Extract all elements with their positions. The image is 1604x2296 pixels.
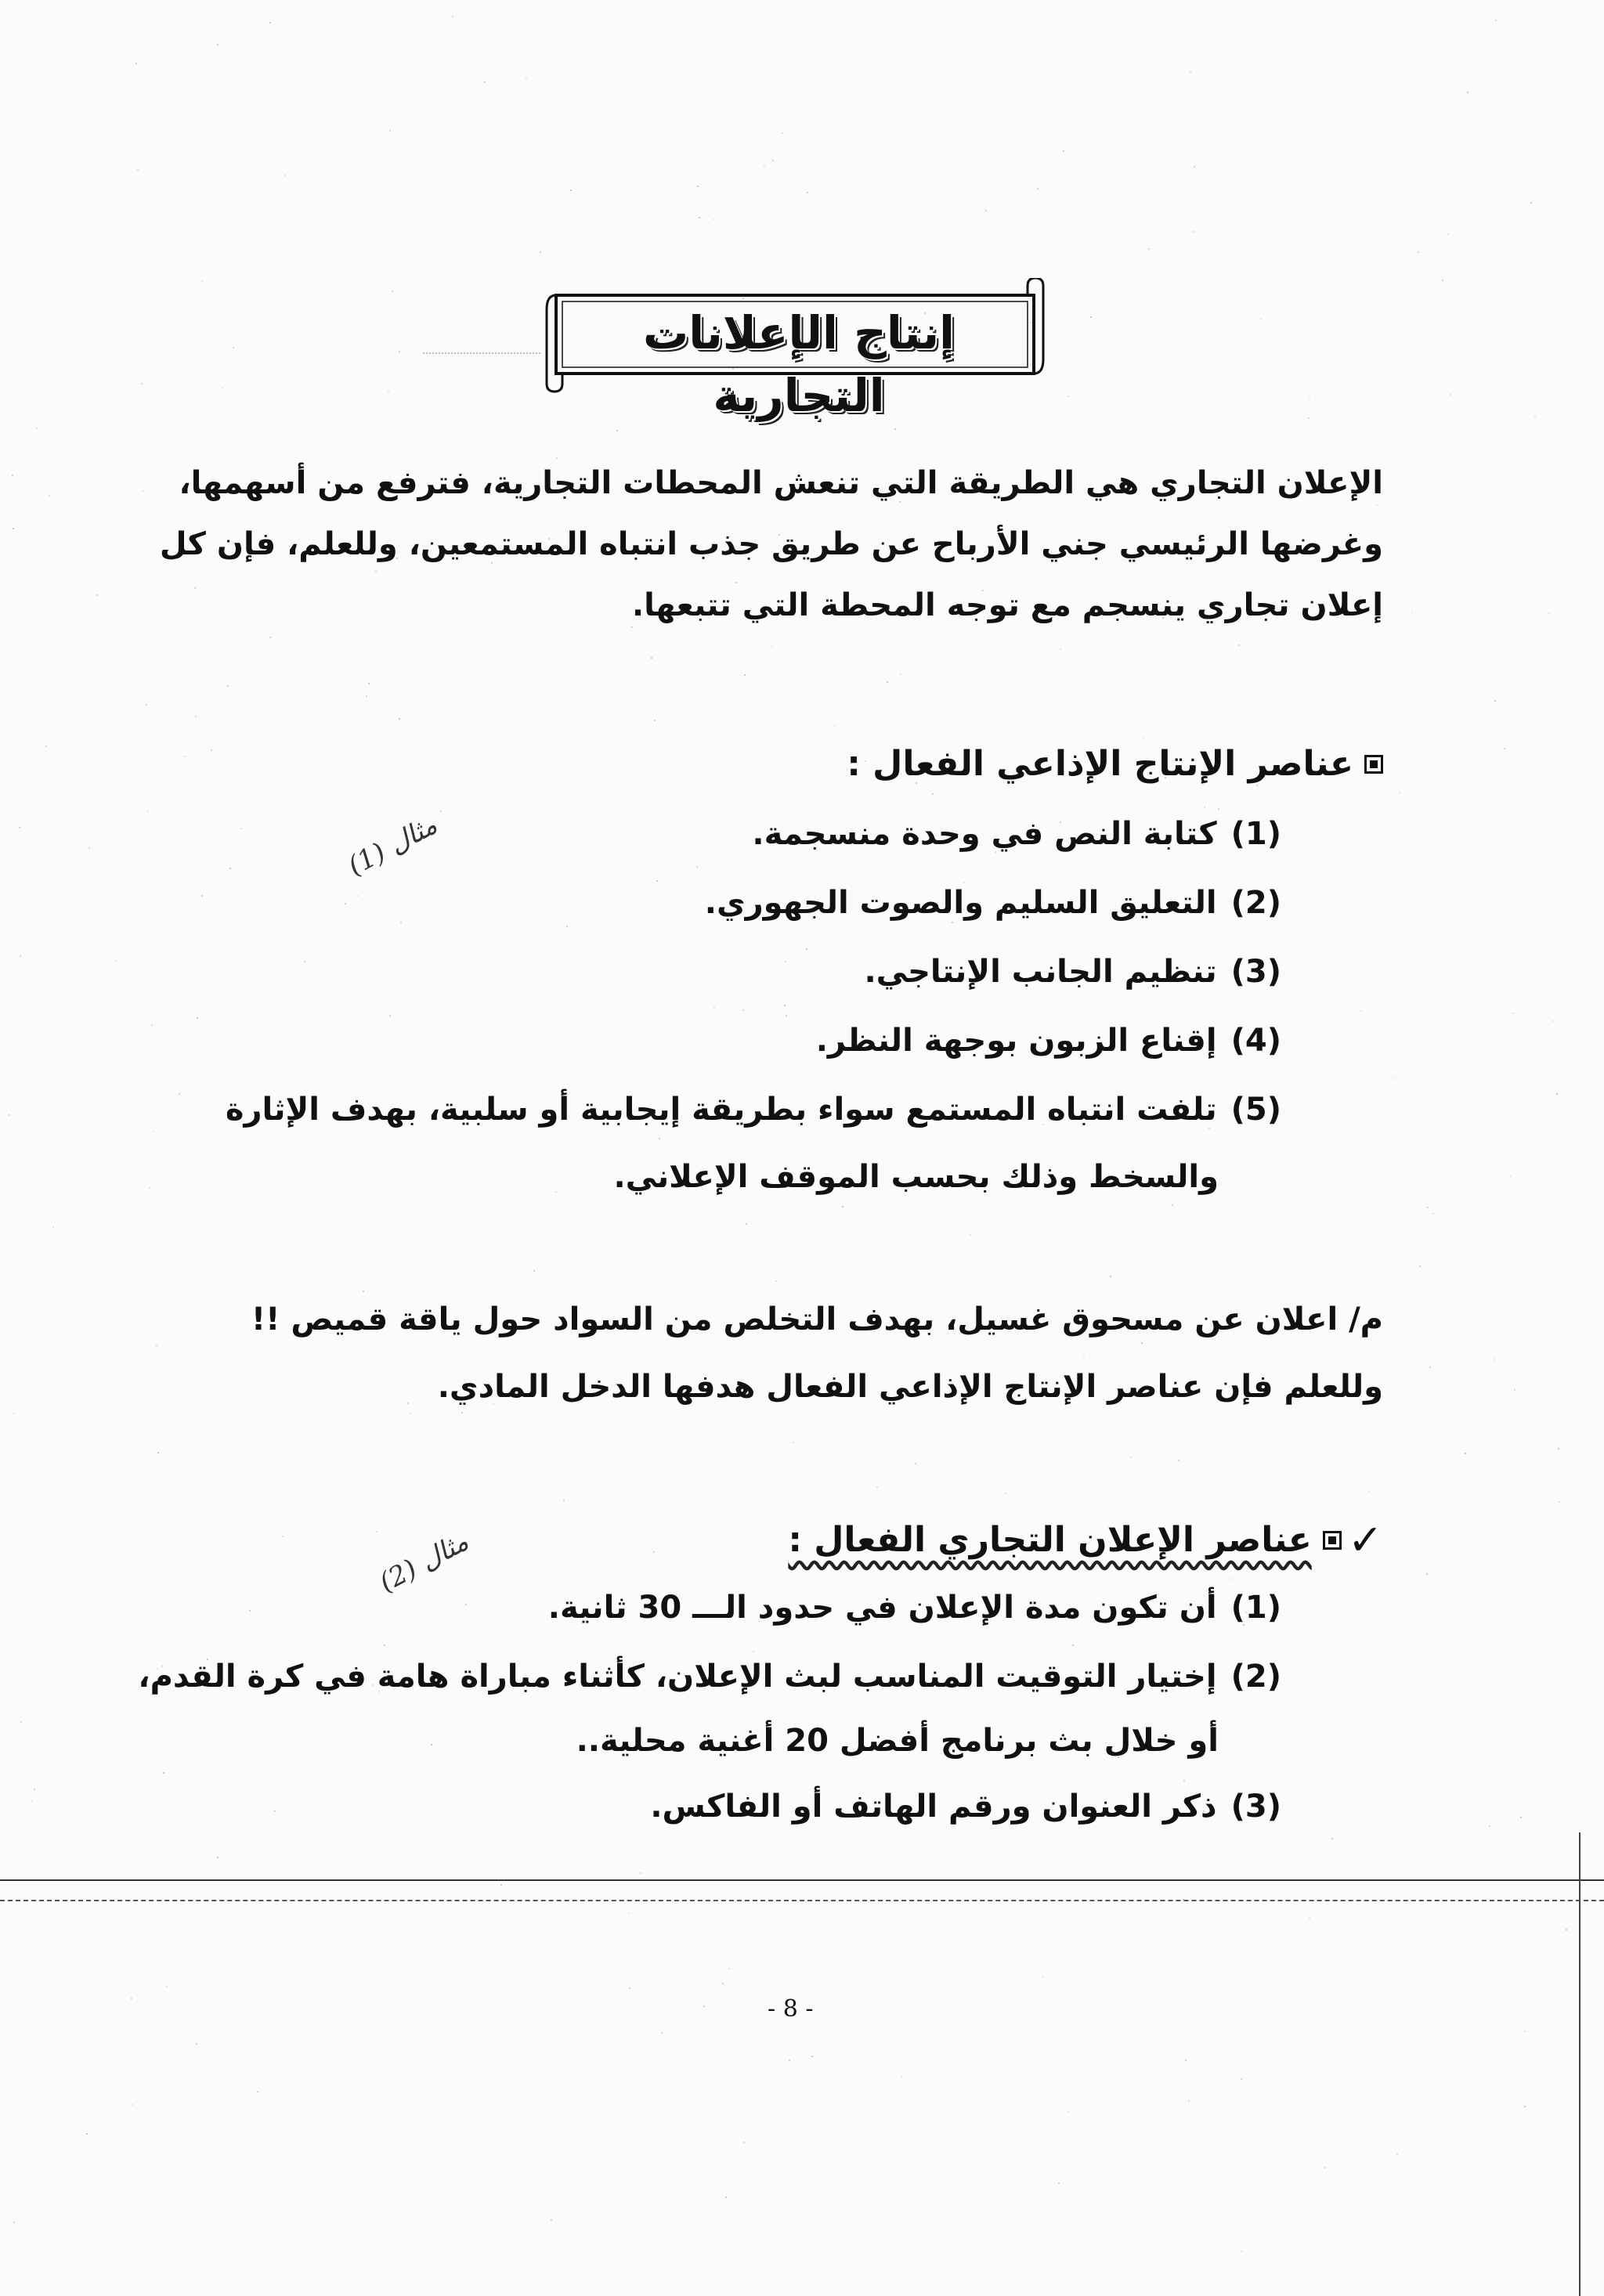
scan-speck (12, 475, 13, 476)
scan-speck (963, 882, 965, 883)
scan-speck (1572, 47, 1573, 49)
scan-speck (147, 810, 149, 812)
scan-speck (13, 1413, 15, 1414)
scan-speck (1450, 394, 1451, 395)
scan-speck (742, 1009, 744, 1011)
scan-speck (452, 16, 453, 17)
scan-speck (431, 1744, 432, 1745)
scan-speck (19, 827, 20, 829)
scan-speck (1556, 1093, 1558, 1095)
scan-speck (269, 637, 271, 638)
scan-speck (785, 961, 786, 962)
scan-speck (899, 501, 901, 503)
scan-speck (135, 63, 137, 64)
scan-speck (384, 1644, 385, 1646)
scan-speck (13, 528, 14, 529)
square-bullet-icon (1364, 755, 1383, 774)
scan-speck (132, 2104, 134, 2106)
scan-speck (1396, 2153, 1398, 2155)
scan-speck (1465, 1453, 1466, 1454)
scan-speck (368, 683, 370, 684)
scan-edge (1579, 1832, 1581, 2296)
scan-speck (696, 866, 698, 868)
scan-speck (217, 44, 219, 45)
scan-speck (915, 1463, 916, 1464)
scan-speck (1524, 2031, 1526, 2032)
scan-speck (807, 192, 808, 193)
scan-speck (563, 1500, 565, 1501)
scan-speck (440, 810, 442, 812)
scan-speck (399, 718, 400, 720)
scan-speck (1558, 1448, 1559, 1449)
scan-speck (389, 130, 391, 132)
scan-speck (1467, 92, 1469, 93)
scan-speck (793, 1442, 794, 1443)
scan-speck (1504, 748, 1505, 749)
scan-speck (211, 749, 212, 751)
scan-speck (131, 1998, 132, 1999)
scan-speck (551, 2219, 552, 2221)
scan-speck (407, 1403, 409, 1404)
scan-speck (784, 1005, 786, 1006)
scan-speck (388, 391, 389, 392)
scan-speck (901, 2076, 902, 2078)
scan-speck (782, 132, 783, 134)
scan-speck (1520, 1817, 1522, 1818)
section1-heading-text: عناصر الإنتاج الإذاعي الفعال : (847, 744, 1353, 784)
section2-item-2-cont: أو خلال بث برنامج أفضل 20 أغنية محلية.. (576, 1723, 1219, 1759)
scan-speck (1530, 202, 1532, 204)
scan-speck (616, 430, 618, 431)
scan-speck (753, 1651, 754, 1652)
scan-speck (156, 1345, 157, 1346)
section1-item-5-cont: والسخط وذلك بحسب الموقف الإعلاني. (613, 1159, 1219, 1195)
scan-speck (1072, 1644, 1074, 1646)
scan-speck (1185, 2060, 1187, 2061)
scan-speck (363, 1291, 364, 1292)
scan-speck (661, 2032, 663, 2034)
checkmark-icon: ✓ (1347, 1515, 1383, 1565)
scan-speck (375, 571, 377, 572)
scan-speck (533, 1270, 535, 1272)
scan-speck (1447, 233, 1449, 235)
scan-speck (735, 582, 737, 583)
scan-speck (157, 1452, 159, 1453)
scan-speck (894, 428, 896, 430)
scan-speck (31, 1800, 33, 1802)
scan-speck (194, 587, 196, 589)
scan-speck (1411, 612, 1413, 613)
scan-speck (1083, 1357, 1085, 1359)
scan-speck (163, 1772, 164, 1774)
scan-speck (1194, 166, 1195, 168)
scan-speck (1559, 1501, 1560, 1503)
scan-speck (1495, 20, 1497, 21)
scan-speck (952, 922, 953, 923)
scan-speck (659, 1138, 660, 1139)
scan-speck (887, 681, 888, 683)
scan-speck (141, 383, 143, 384)
scan-speck (722, 1983, 724, 1984)
scan-speck (1068, 2111, 1069, 2113)
section1-item-4: (4)إقناع الزبون بوجهة النظر. (815, 1023, 1281, 1059)
scan-speck (153, 1131, 154, 1132)
scan-speck (1429, 1366, 1431, 1368)
scan-speck (1113, 2223, 1114, 2225)
section1-item-1: (1)كتابة النص في وحدة منسجمة. (752, 816, 1281, 852)
scan-speck (240, 828, 242, 829)
scan-speck (217, 1857, 219, 1858)
scan-speck (1141, 1342, 1143, 1344)
scan-speck (629, 1987, 630, 1989)
scan-speck (570, 190, 572, 191)
scan-speck (1068, 395, 1069, 397)
scan-speck (89, 847, 90, 849)
scan-speck (8, 1114, 9, 1116)
scan-speck (985, 210, 987, 211)
scan-speck (1524, 2106, 1526, 2107)
scan-speck (20, 1721, 22, 1723)
scan-speck (540, 251, 541, 253)
scan-speck (1241, 2078, 1242, 2080)
scan-speck (746, 1223, 747, 1225)
title-dotted-line (423, 352, 540, 354)
scan-speck (149, 1187, 150, 1189)
scan-speck (628, 1912, 630, 1914)
page-number: - 8 - (768, 1995, 814, 2023)
section1-heading (847, 744, 1383, 784)
scan-speck (556, 457, 558, 459)
scan-speck (1204, 807, 1205, 808)
scan-speck (274, 1810, 276, 1812)
scan-speck (1005, 1493, 1006, 1494)
footer-rule-dashed (0, 1900, 1604, 1901)
scan-speck (1230, 1578, 1231, 1579)
scan-speck (1188, 2100, 1190, 2102)
scan-speck (461, 1412, 463, 1413)
section2-item-2: (2)إختيار التوقيت المناسب لبث الإعلان، كأثناء مباراة هامة في كرة القدم، (138, 1659, 1281, 1695)
scan-speck (282, 1536, 284, 1537)
scan-speck (1208, 1128, 1210, 1129)
scan-speck (970, 1234, 971, 1236)
scan-speck (49, 495, 50, 496)
scan-speck (713, 1006, 715, 1008)
scan-speck (1324, 2167, 1325, 2168)
scan-speck (699, 217, 700, 218)
scan-speck (197, 1017, 198, 1019)
scan-speck (703, 2005, 705, 2007)
scan-speck (304, 961, 305, 962)
scan-speck (36, 428, 38, 429)
scan-speck (146, 704, 147, 706)
scan-speck (1060, 648, 1061, 650)
intro-line-3: إعلان تجاري ينسجم مع توجه المحطة التي تتبعها. (631, 587, 1383, 623)
scan-speck (179, 1093, 180, 1095)
scan-speck (410, 1413, 411, 1414)
scan-speck (52, 1226, 54, 1228)
scan-speck (771, 646, 773, 648)
scan-speck (1514, 1389, 1515, 1391)
scan-speck (1376, 504, 1378, 506)
example-line-2: وللعلم فإن عناصر الإنتاج الإذاعي الفعال هدفها الدخل المادي. (437, 1369, 1383, 1405)
scan-speck (34, 1789, 35, 1790)
scan-speck (1218, 808, 1219, 810)
scan-speck (1308, 417, 1310, 419)
scan-speck (257, 2091, 258, 2092)
scan-speck (789, 2060, 790, 2061)
scan-speck (1442, 280, 1443, 281)
scan-speck (115, 960, 117, 962)
scan-speck (166, 1986, 168, 1987)
scan-speck (526, 78, 527, 79)
scan-speck (1143, 737, 1144, 738)
scan-speck (465, 1604, 467, 1605)
scan-speck (20, 955, 21, 957)
scan-speck (1360, 1010, 1362, 1012)
scan-speck (484, 81, 486, 83)
scan-speck (1058, 2182, 1060, 2184)
example-line-1: م/ اعلان عن مسحوق غسيل، بهدف التخلص من السواد حول ياقة قميص !! (251, 1301, 1383, 1338)
scan-speck (1432, 1213, 1434, 1215)
scan-speck (1552, 1020, 1553, 1022)
scan-speck (1130, 1457, 1132, 1458)
handwritten-note-1: مثال (1) (342, 809, 443, 883)
scan-speck (786, 1015, 787, 1016)
scan-speck (842, 1206, 844, 1208)
scan-speck (1178, 1460, 1180, 1461)
scan-speck (143, 490, 144, 492)
scan-speck (653, 1551, 655, 1553)
scan-speck (13, 2222, 15, 2223)
scan-speck (651, 657, 652, 659)
square-bullet-icon (1323, 1531, 1342, 1550)
scan-speck (555, 1191, 557, 1193)
section1-item-2: (2)التعليق السليم والصوت الجهوري. (704, 885, 1281, 921)
scan-speck (1309, 395, 1310, 397)
scan-speck (1148, 248, 1150, 250)
scan-speck (566, 926, 568, 927)
scan-speck (222, 387, 223, 388)
section1-item-3: (3)تنظيم الجانب الإنتاجي. (864, 954, 1281, 990)
scan-speck (806, 948, 807, 950)
scan-speck (1183, 1780, 1185, 1782)
scan-speck (1192, 231, 1194, 233)
scan-speck (392, 291, 393, 292)
scan-speck (249, 1610, 251, 1612)
section2-heading-text: عناصر الإعلان التجاري الفعال : (788, 1520, 1312, 1560)
scan-speck (233, 347, 234, 348)
footer-rule-top (0, 1879, 1604, 1881)
scan-speck (1510, 1175, 1512, 1177)
scan-speck (1172, 1204, 1173, 1206)
scan-speck (640, 1872, 641, 1874)
scan-speck (1368, 1491, 1370, 1493)
scan-speck (196, 2043, 197, 2045)
scan-speck (357, 895, 359, 897)
scan-speck (744, 674, 746, 676)
scan-speck (772, 160, 774, 161)
scan-speck (728, 1968, 730, 1969)
section1-item-5: (5)تلفت انتباه المستمع سواء بطريقة إيجابية أو سلبية، بهدف الإثارة (225, 1092, 1281, 1128)
scan-speck (900, 673, 901, 675)
scan-speck (725, 2197, 727, 2198)
page-title: إنتاج الإعلانات التجارية (642, 306, 956, 422)
scan-speck (932, 793, 934, 795)
scan-speck (1110, 1276, 1111, 1277)
scan-speck (1090, 316, 1092, 318)
scan-speck (400, 922, 402, 923)
scan-speck (1260, 318, 1262, 319)
scan-speck (1037, 188, 1039, 190)
scan-speck (1309, 1917, 1310, 1919)
scan-speck (389, 1015, 391, 1016)
scan-speck (151, 1024, 153, 1026)
scan-speck (1419, 1265, 1421, 1267)
scan-speck (1393, 1077, 1394, 1078)
scan-speck (96, 594, 98, 596)
scan-speck (86, 2133, 88, 2135)
section2-heading (788, 1515, 1383, 1565)
scan-speck (184, 756, 186, 757)
scan-speck (1512, 1013, 1514, 1014)
handwritten-note-2: مثال (2) (374, 1525, 474, 1599)
scan-speck (1494, 1359, 1495, 1360)
scan-speck (1399, 792, 1400, 794)
scan-speck (45, 745, 47, 747)
scan-speck (1566, 1929, 1567, 1930)
section2-item-3: (3)ذكر العنوان ورقم الهاتف أو الفاكس. (650, 1789, 1281, 1825)
scan-speck (834, 725, 836, 727)
scan-speck (137, 169, 139, 171)
scan-speck (201, 280, 203, 282)
scan-speck (1238, 644, 1240, 646)
scan-speck (345, 903, 346, 904)
scan-speck (1494, 700, 1496, 702)
scan-speck (775, 1280, 777, 1282)
scan-speck (269, 22, 271, 23)
scan-speck (227, 685, 229, 687)
scan-speck (376, 1531, 378, 1532)
scan-speck (1042, 1977, 1043, 1978)
scan-speck (1418, 251, 1419, 253)
intro-line-1: الإعلان التجاري هي الطريقة التي تنعش المحطات التجارية، فترفع من أسهمها، (179, 465, 1383, 501)
title-banner (540, 278, 1057, 422)
scan-speck (399, 351, 400, 352)
scan-speck (656, 880, 658, 882)
scan-speck (631, 626, 633, 628)
scan-speck (1427, 1207, 1429, 1208)
scan-speck (1548, 612, 1550, 614)
scan-speck (1489, 1825, 1490, 1827)
scan-speck (654, 720, 656, 721)
section2-item-1: (1)أن تكون مدة الإعلان في حدود الـــ 30 ثانية. (547, 1590, 1281, 1626)
scan-speck (713, 218, 714, 220)
scan-speck (284, 175, 286, 176)
scan-speck (366, 695, 367, 697)
intro-line-2: وغرضها الرئيسي جني الأرباح عن طريق جذب انتباه المستمعين، وللعلم، فإن كل (159, 526, 1383, 562)
scan-speck (195, 716, 197, 717)
scan-speck (229, 868, 231, 869)
scan-speck (201, 895, 203, 897)
scan-speck (1534, 416, 1536, 417)
scan-speck (491, 562, 493, 564)
scan-speck (500, 1884, 502, 1886)
scan-speck (876, 1486, 878, 1488)
scan-speck (1426, 1573, 1428, 1575)
scan-speck (811, 2056, 813, 2057)
scan-speck (1256, 785, 1258, 786)
scan-speck (1241, 2251, 1242, 2252)
scan-speck (1190, 71, 1191, 73)
scan-speck (1063, 150, 1064, 152)
scan-speck (764, 165, 765, 167)
scan-speck (697, 186, 699, 187)
scan-speck (1331, 1838, 1333, 1839)
scan-speck (743, 2142, 745, 2143)
